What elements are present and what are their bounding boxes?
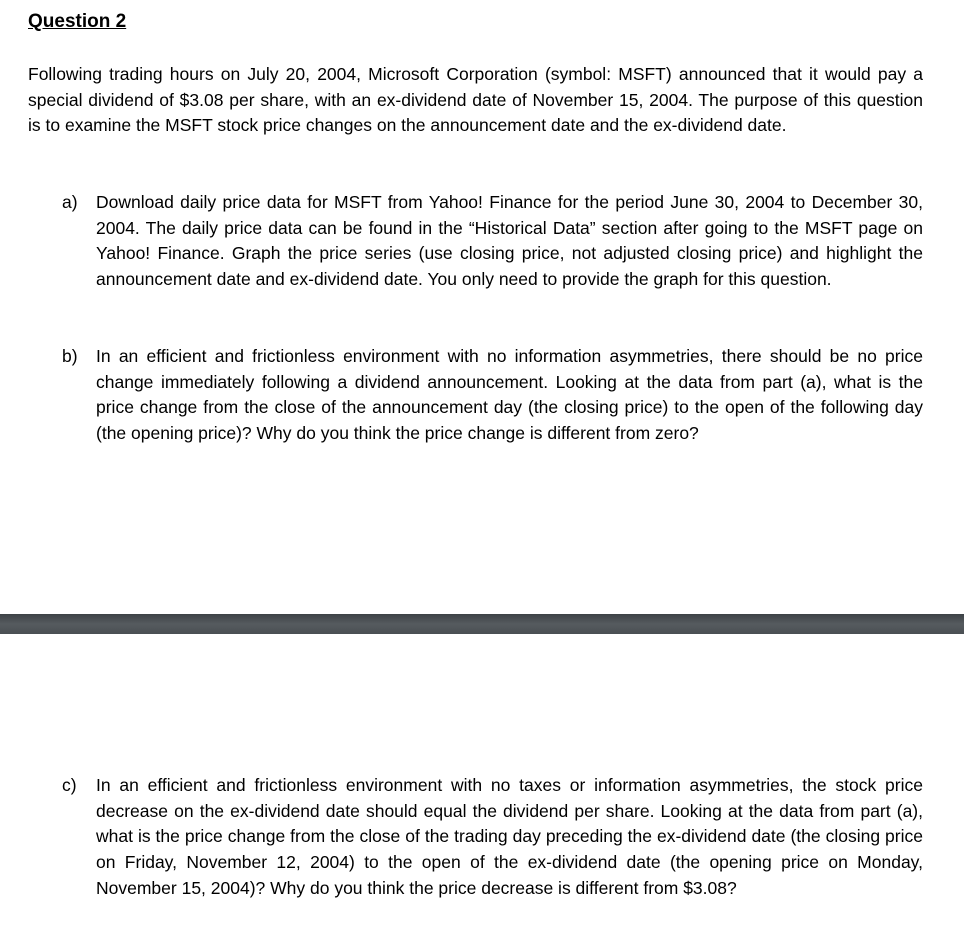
part-b: [62, 344, 923, 447]
part-a-text: Download daily price data for MSFT from Yahoo! Finance for the period June 30, 2004 to December 30, 2004. The daily price data can be found in the “Historical Data” section after going to the MSFT page on Yahoo! Finance. Graph the price series (use closing price, not adjusted closing price) and highlight the announcement date and ex-dividend date. You only need to provide the graph for this question.: [96, 192, 923, 290]
question-title: Question 2: [28, 11, 127, 32]
page-divider: [0, 614, 964, 634]
part-c-text: In an efficient and frictionless environment with no taxes or information asymmetries, the stock price decrease on the ex-dividend date should equal the dividend per share. Looking at the data from part (a), what is the price change from the close of the trading day preceding the ex-dividend date (the closing price on Friday, November 12, 2004) to the open of the ex-dividend date (the opening price on Monday, November 15, 2004)? Why do you think the price decrease is different from $3.08?: [96, 775, 923, 898]
part-a-label: a): [62, 192, 78, 212]
intro-paragraph: Following trading hours on July 20, 2004, Microsoft Corporation (symbol: MSFT) announced that it would pay a special dividend of $3.08 per share, with an ex-dividend date of November 15, 2004. The purpose of this question is to examine the MSFT stock price changes on the announcement date and the ex-dividend date.: [28, 64, 923, 136]
part-c-label: c): [62, 775, 77, 795]
part-b-label: b): [62, 346, 78, 366]
part-c: [62, 773, 923, 902]
part-a: [62, 190, 923, 293]
part-b-text: In an efficient and frictionless environment with no information asymmetries, there should be no price change immediately following a dividend announcement. Looking at the data from part (a), what is the price change from the close of the announcement day (the closing price) to the open of the following day (the opening price)? Why do you think the price change is different from zero?: [96, 346, 923, 444]
